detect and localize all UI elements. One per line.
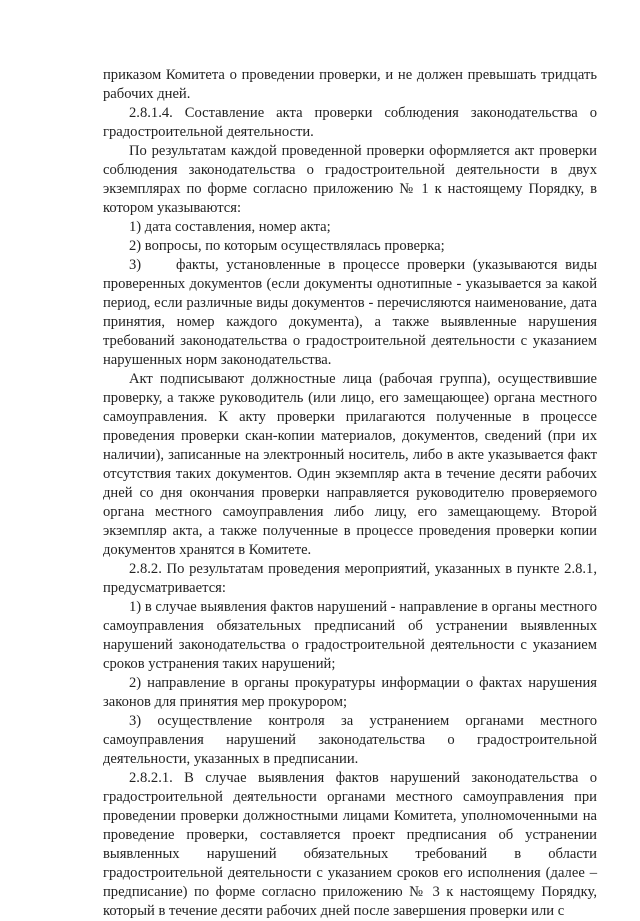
measure-item-2: 2) направление в органы прокуратуры информации о фактах нарушения законов для принятия мер прокурором;: [103, 675, 597, 710]
section-2-8-2-1-paragraph: 2.8.2.1. В случае выявления фактов нарушений законодательства о градостроительной деятельности органами местного самоуправления при проведении проверки должностными лицами Комитета, уполномоченными на проведение проверки, составляется проект предписания об устранении выявленных нарушений обязательных требований в области градостроительной деятельности с указанием сроков его исполнения (далее – предписание) по форме согласно приложению № 3 к настоящему Порядку, который в течение десяти рабочих дней после завершения проверки или с: [103, 770, 597, 919]
paragraph-continuation: приказом Комитета о проведении проверки, и не должен превышать тридцать рабочих дней.: [103, 67, 597, 102]
list-item-1: 1) дата составления, номер акта;: [129, 219, 331, 235]
list-item-3-number: 3): [129, 257, 142, 273]
measure-item-1: 1) в случае выявления фактов нарушений - направление в органы местного самоуправления обязательных предписаний об устранении выявленных нарушений законодательства о градостроительной деятельности с указанием сроков устранения таких нарушений;: [103, 599, 597, 672]
section-2-8-2-paragraph: 2.8.2. По результатам проведения мероприятий, указанных в пункте 2.8.1, предусматривается:: [103, 561, 597, 596]
document-page: [103, 66, 597, 921]
list-item-2: 2) вопросы, по которым осуществлялась проверка;: [129, 238, 445, 254]
act-drafting-paragraph: По результатам каждой проведенной проверки оформляется акт проверки соблюдения законодательства о градостроительной деятельности в двух экземплярах по форме согласно приложению № 1 к настоящему Порядку, в котором указываются:: [103, 143, 597, 216]
section-2-8-1-4-heading: 2.8.1.4. Составление акта проверки соблюдения законодательства о градостроительной деятельности.: [103, 105, 597, 140]
list-item-3: [103, 256, 597, 370]
list-item-3-text: факты, установленные в процессе проверки (указываются виды проверенных документов (если документы однотипные - указывается за какой период, если различные виды документов - перечисляются наименование, дата принятия, номер каждого документа), а также выявленные нарушения требований законодательства о градостроительной деятельности с указанием нарушенных норм законодательства.: [103, 257, 597, 368]
measure-item-3: 3) осуществление контроля за устранением органами местного самоуправления нарушений законодательства о градостроительной деятельности, указанных в предписании.: [103, 713, 597, 767]
act-signing-paragraph: Акт подписывают должностные лица (рабочая группа), осуществившие проверку, а также руководитель (или лицо, его замещающее) органа местного самоуправления. К акту проверки прилагаются полученные в процессе проведения проверки скан-копии материалов, документов, сведений (при их наличии), записанные на электронный носитель, либо в акте указывается факт отсутствия таких документов. Один экземпляр акта в течение десяти рабочих дней со дня окончания проверки направляется руководителю проверяемого органа местного самоуправления либо лицу, его замещающему. Второй экземпляр акта, а также полученные в процессе проведения проверки копии документов хранятся в Комитете.: [103, 371, 597, 558]
